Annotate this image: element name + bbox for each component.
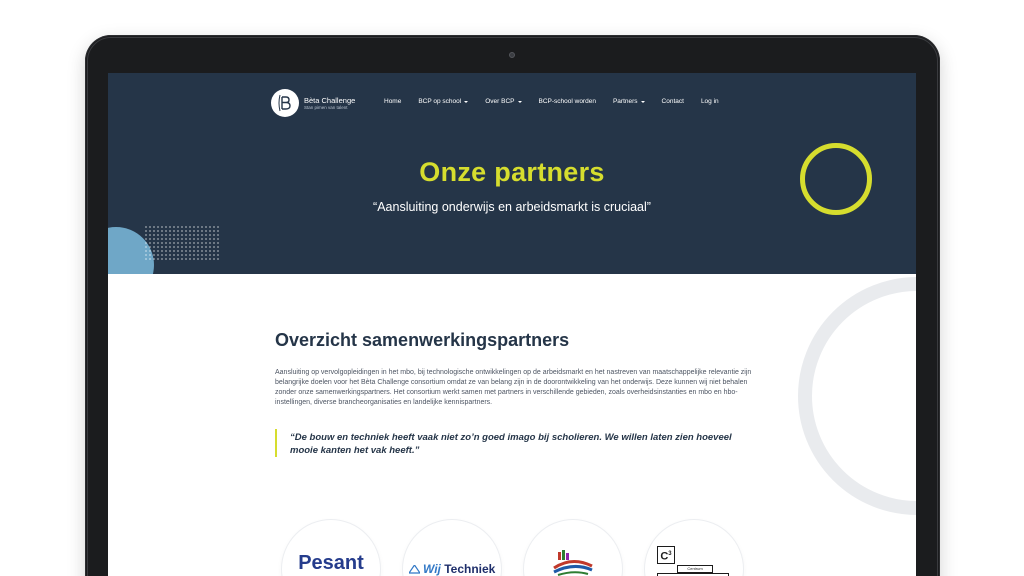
c3-logo [657,546,675,564]
wijtechniek-logo [403,562,501,576]
site-logo[interactable] [271,89,355,117]
page-title: Onze partners [419,157,605,187]
browser-screen [108,73,916,576]
partner-wijtechniek[interactable] [403,520,501,576]
partner-arrow-logo[interactable] [524,520,622,576]
nav-item-home[interactable] [384,98,401,106]
nav-label: BCP-school worden [538,98,596,105]
nav-item-partners[interactable] [613,98,645,106]
logo-name: Bèta Challenge [304,95,356,105]
nav-label: BCP op school [418,98,462,105]
logo-text [304,96,355,111]
nav-item-log-in[interactable] [701,98,719,106]
c3-letter: C [660,550,669,563]
swoosh-logo-icon [552,548,594,576]
partner-c3[interactable] [645,520,743,576]
beta-logo-icon [271,89,299,117]
decorative-grey-ring [798,277,916,515]
nav-label: Partners [612,98,638,105]
caret-down-icon [641,101,645,103]
pesant-logo: Pesant [298,552,364,574]
hero-banner [108,73,916,274]
main-nav [384,98,736,106]
section-title: Overzicht samenwerkingspartners [275,330,570,350]
c3-label: Centrum [677,565,713,573]
nav-item-bcp-op-school[interactable] [418,98,468,106]
camera-icon [509,52,515,58]
wijtechniek-symbol-icon [409,562,423,576]
caret-down-icon [518,101,522,103]
nav-item-contact[interactable] [662,98,684,106]
nav-item-bcp-school-worden[interactable] [539,98,596,106]
nav-label: Contact [661,98,684,105]
logo-tagline: Stan pimen van talent [304,104,348,110]
wijtechniek-word-2: Techniek [444,562,496,576]
partner-pesant[interactable] [282,520,380,576]
nav-label: Home [384,98,402,105]
intro-paragraph: Aansluiting op vervolgopleidingen in het mbo, bij technologische ontwikkelingen op de arbeidsmarkt en het nastreven van maatschappelijke relevantie zijn belangrijke doelen voor het Bèta Challenge consortium omdat ze van belang zijn in de doorontwikkeling van het onderwijs. Deze kunnen wij niet behalen zonder onze samenwerkingspartners. Het consortium werkt samen met partners in verschillende gebieden, zoals overheidsinstanties en mbo en hbo- instellingen, diverse brancheorganisaties en landelijke kennispartners. [275,369,752,406]
nav-label: Log in [700,98,719,105]
nav-label: Over BCP [485,98,515,105]
nav-item-over-bcp[interactable] [485,98,521,106]
wijtechniek-word-1: Wij [422,562,441,576]
pull-quote: “De bouw en techniek heeft vaak niet zo’n goed imago bij scholieren. We willen laten zien hoeveel mooie kanten het vak heeft.” [275,429,755,457]
partner-logos [108,520,916,576]
c3-superscript: 3 [668,551,672,557]
decorative-yellow-ring [800,143,872,215]
page-subtitle: “Aansluiting onderwijs en arbeidsmarkt is cruciaal” [373,200,651,214]
caret-down-icon [464,101,468,103]
decorative-dot-grid [144,225,220,261]
